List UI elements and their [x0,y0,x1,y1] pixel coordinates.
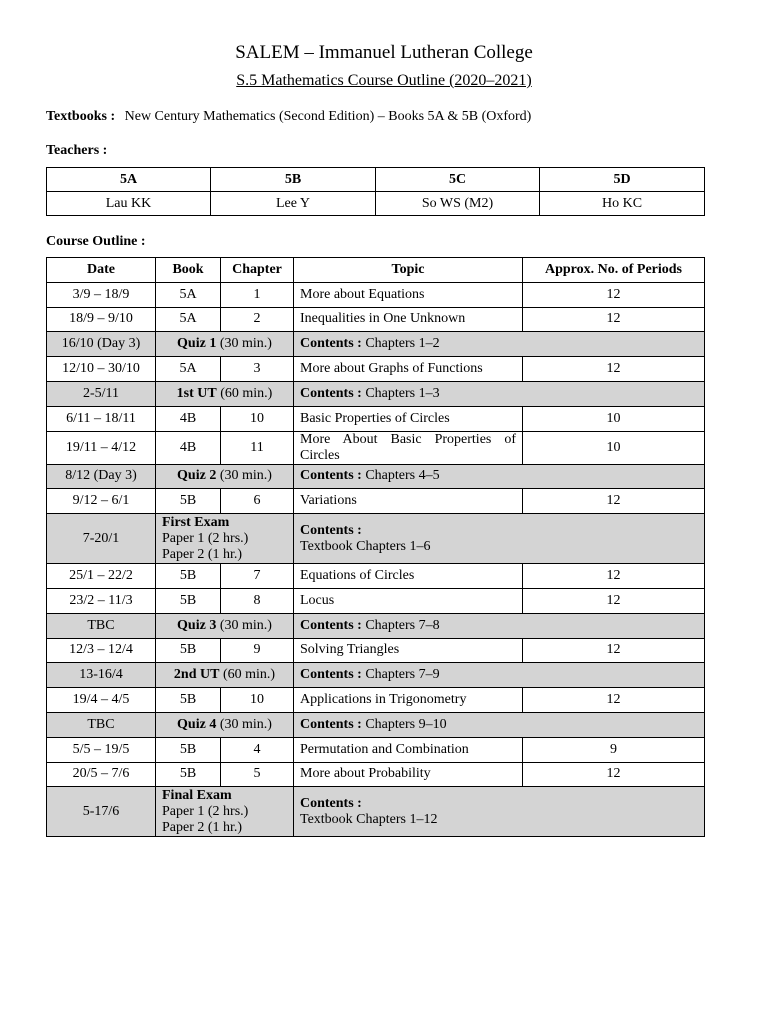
periods-cell: 12 [523,588,705,613]
contents-chapters: Textbook Chapters 1–12 [300,811,438,827]
periods-cell: 12 [523,638,705,663]
exam-paper-2: Paper 2 (1 hr.) [162,819,243,835]
exam-paper-2: Paper 2 (1 hr.) [162,546,243,562]
table-row [47,489,705,514]
book-cell: 5B [156,564,221,589]
contents-chapters: Chapters 1–2 [361,336,440,352]
assessment-name: Quiz 2 [177,468,217,484]
topic-cell: More about Probability [294,762,523,787]
contents-chapters: Chapters 9–10 [361,716,447,732]
teacher-name: Lee Y [211,192,376,216]
contents-label: Contents : [300,385,362,401]
assessment-row [47,464,705,489]
assessment-name: 2nd UT [173,667,220,683]
contents-label: Contents : [300,617,362,633]
topic-cell: Permutation and Combination [294,737,523,762]
chapter-cell: 11 [221,431,294,464]
table-row [47,307,705,332]
date-cell: 5-17/6 [47,787,156,837]
chapter-cell: 8 [221,588,294,613]
periods-cell: 12 [523,762,705,787]
periods-cell: 9 [523,737,705,762]
exam-row [47,514,705,564]
topic-cell: Locus [294,588,523,613]
chapter-cell: 4 [221,737,294,762]
date-cell: 12/3 – 12/4 [47,638,156,663]
teacher-name: Lau KK [47,192,211,216]
exam-cell [156,514,294,564]
contents-cell [294,514,705,564]
table-row [47,638,705,663]
document-subtitle [0,72,768,90]
assessment-row [47,712,705,737]
chapter-cell: 2 [221,307,294,332]
assessment-name: Quiz 1 [177,336,217,352]
topic-cell: More about Equations [294,282,523,307]
chapter-cell: 10 [221,406,294,431]
date-cell: TBC [47,613,156,638]
date-cell: 2-5/11 [47,381,156,406]
assessment-duration: (60 min.) [216,385,273,401]
periods-cell: 12 [523,282,705,307]
table-row [47,688,705,713]
assessment-duration: (30 min.) [216,716,272,732]
chapter-cell: 6 [221,489,294,514]
teachers-table [46,167,705,216]
teachers-header-row [47,168,705,192]
assessment-row [47,332,705,357]
teachers-names-row [47,192,705,216]
assessment-duration: (30 min.) [216,336,272,352]
assessment-duration: (30 min.) [216,617,272,633]
book-cell: 5B [156,688,221,713]
chapter-cell: 1 [221,282,294,307]
date-cell: 23/2 – 11/3 [47,588,156,613]
periods-cell: 12 [523,564,705,589]
table-row [47,357,705,382]
book-cell: 5B [156,737,221,762]
periods-cell: 12 [523,357,705,382]
date-cell: 16/10 (Day 3) [47,332,156,357]
table-row [47,564,705,589]
outline-header-row [47,258,705,283]
topic-cell: Equations of Circles [294,564,523,589]
exam-title: Final Exam [162,787,232,803]
book-cell: 5B [156,762,221,787]
contents-cell [294,613,705,638]
textbooks-line [46,109,531,125]
date-cell: TBC [47,712,156,737]
topic-cell: Solving Triangles [294,638,523,663]
column-header-date: Date [47,258,156,283]
assessment-cell [156,381,294,406]
chapter-cell: 7 [221,564,294,589]
book-cell: 5A [156,282,221,307]
contents-chapters: Chapters 7–8 [361,617,440,633]
date-cell: 25/1 – 22/2 [47,564,156,589]
textbooks-value: New Century Mathematics (Second Edition) – Books 5A & 5B (Oxford) [124,109,532,124]
exam-paper-1: Paper 1 (2 hrs.) [162,803,249,819]
topic-cell: Applications in Trigonometry [294,688,523,713]
assessment-cell [156,332,294,357]
date-cell: 6/11 – 18/11 [47,406,156,431]
periods-cell: 12 [523,489,705,514]
assessment-cell [156,464,294,489]
assessment-name: Quiz 4 [177,716,217,732]
exam-row [47,787,705,837]
column-header-topic: Topic [294,258,523,283]
subtitle-text: S.5 Mathematics Course Outline (2020–2021) [236,72,532,89]
assessment-name: 1st UT [176,385,217,401]
contents-cell [294,381,705,406]
table-row [47,406,705,431]
table-row [47,588,705,613]
contents-label: Contents : [300,667,362,683]
book-cell: 5B [156,489,221,514]
contents-chapters: Textbook Chapters 1–6 [300,538,431,554]
contents-label: Contents : [300,468,362,484]
periods-cell: 10 [523,431,705,464]
contents-cell [294,787,705,837]
chapter-cell: 9 [221,638,294,663]
assessment-name: Quiz 3 [177,617,217,633]
exam-title: First Exam [162,514,230,530]
contents-label: Contents : [300,716,362,732]
book-cell: 5A [156,307,221,332]
class-header: 5C [376,168,540,192]
contents-cell [294,663,705,688]
assessment-row [47,663,705,688]
class-header: 5A [47,168,211,192]
contents-chapters: Chapters 4–5 [361,468,440,484]
contents-label: Contents : [300,336,362,352]
topic-cell: Basic Properties of Circles [294,406,523,431]
teacher-name: So WS (M2) [376,192,540,216]
class-header: 5B [211,168,376,192]
class-header: 5D [540,168,705,192]
book-cell: 5B [156,588,221,613]
date-cell: 13-16/4 [47,663,156,688]
periods-cell: 12 [523,307,705,332]
book-cell: 4B [156,406,221,431]
table-row [47,737,705,762]
assessment-cell [156,712,294,737]
periods-cell: 10 [523,406,705,431]
column-header-book: Book [156,258,221,283]
date-cell: 12/10 – 30/10 [47,357,156,382]
contents-cell [294,332,705,357]
book-cell: 5B [156,638,221,663]
column-header-chapter: Chapter [221,258,294,283]
book-cell: 4B [156,431,221,464]
table-row [47,762,705,787]
chapter-cell: 3 [221,357,294,382]
contents-label: Contents : [300,522,362,538]
column-header-periods: Approx. No. of Periods [523,258,705,283]
chapter-cell: 10 [221,688,294,713]
textbooks-label: Textbooks : [46,109,116,124]
document-title: SALEM – Immanuel Lutheran College [235,42,533,63]
date-cell: 19/4 – 4/5 [47,688,156,713]
date-cell: 8/12 (Day 3) [47,464,156,489]
contents-chapters: Chapters 7–9 [361,667,440,683]
topic-cell: Variations [294,489,523,514]
table-row [47,282,705,307]
assessment-cell [156,663,294,688]
teacher-name: Ho KC [540,192,705,216]
topic-cell: More about Graphs of Functions [294,357,523,382]
date-cell: 3/9 – 18/9 [47,282,156,307]
topic-cell: More About Basic Properties of Circles [294,431,523,464]
teachers-label: Teachers : [46,143,108,158]
course-outline-table [46,257,705,837]
book-cell: 5A [156,357,221,382]
date-cell: 18/9 – 9/10 [47,307,156,332]
contents-cell [294,464,705,489]
assessment-row [47,613,705,638]
assessment-duration: (60 min.) [219,667,276,683]
contents-cell [294,712,705,737]
assessment-row [47,381,705,406]
date-cell: 5/5 – 19/5 [47,737,156,762]
topic-cell: Inequalities in One Unknown [294,307,523,332]
assessment-cell [156,613,294,638]
exam-cell [156,787,294,837]
table-row [47,431,705,464]
date-cell: 9/12 – 6/1 [47,489,156,514]
contents-label: Contents : [300,795,362,811]
periods-cell: 12 [523,688,705,713]
course-outline-label: Course Outline : [46,234,146,249]
date-cell: 7-20/1 [47,514,156,564]
date-cell: 19/11 – 4/12 [47,431,156,464]
exam-paper-1: Paper 1 (2 hrs.) [162,530,249,546]
chapter-cell: 5 [221,762,294,787]
assessment-duration: (30 min.) [216,468,272,484]
contents-chapters: Chapters 1–3 [361,385,440,401]
date-cell: 20/5 – 7/6 [47,762,156,787]
